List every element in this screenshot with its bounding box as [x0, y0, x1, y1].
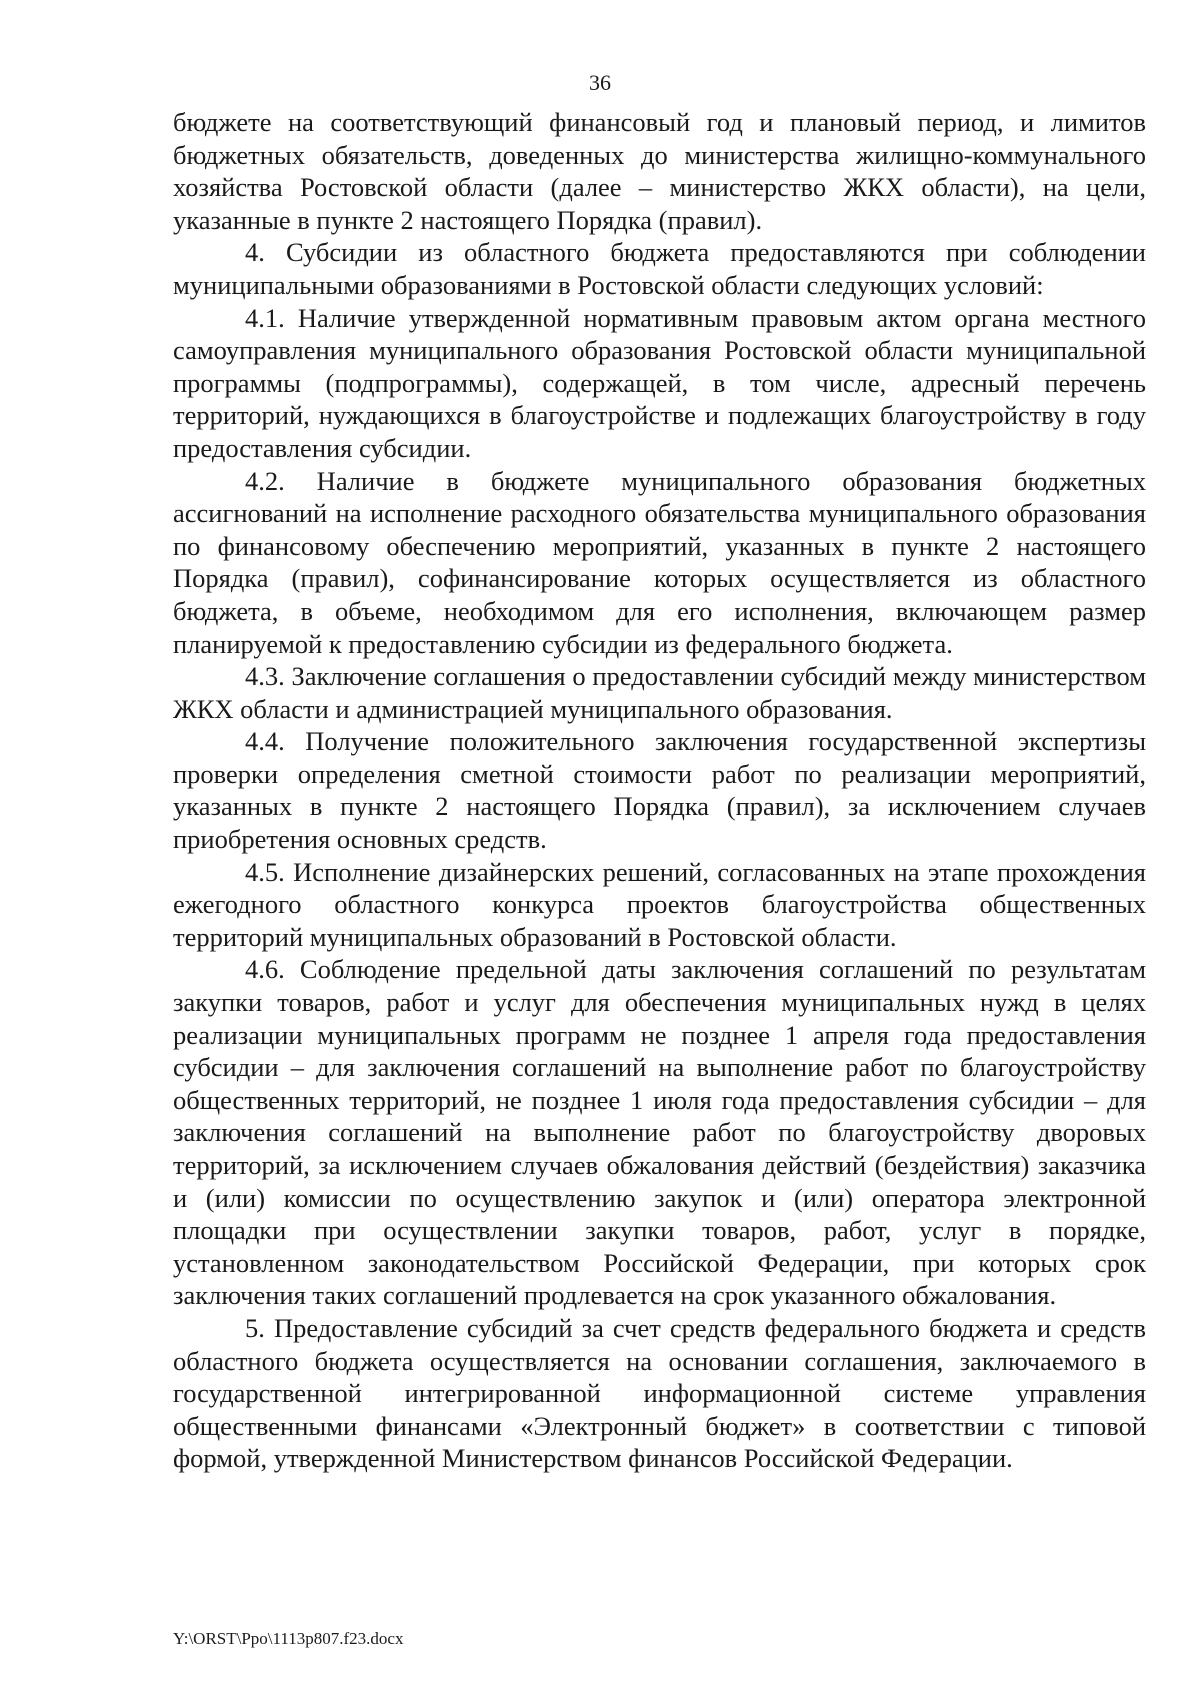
paragraph-item-4-1: 4.1. Наличие утвержденной нормативным правовым актом органа местного самоуправления муниципального образования Ростовской области муниципальной программы (подпрограммы), содержащей, в том числе, адресный перечень территорий, нуждающихся в благоустройстве и подлежащих благоустройству в году предоставления субсидии.: [173, 302, 1146, 463]
page-number: 36: [589, 70, 611, 95]
paragraph-budget-continuation: бюджете на соответствующий финансовый год и плановый период, и лимитов бюджетных обязательств, доведенных до министерства жилищно-коммунального хозяйства Ростовской области (далее – министерство ЖКХ области), на цели, указанные в пункте 2 настоящего Порядка (правил).: [173, 107, 1146, 235]
footer-file-path: Y:\ORST\Ppo\1113p807.f23.docx: [173, 1629, 404, 1648]
paragraph-item-4-5: 4.5. Исполнение дизайнерских решений, согласованных на этапе прохождения ежегодного областного конкурса проектов благоустройства общественных территорий муниципальных образований в Ростовской области.: [173, 856, 1146, 952]
document-body: [173, 106, 1146, 1475]
paragraph-item-4: 4. Субсидии из областного бюджета предоставляются при соблюдении муниципальными образованиями в Ростовской области следующих условий:: [173, 237, 1146, 300]
paragraph-item-4-2: 4.2. Наличие в бюджете муниципального образования бюджетных ассигнований на исполнение расходного обязательства муниципального образования по финансовому обеспечению мероприятий, указанных в пункте 2 настоящего Порядка (правил), софинансирование которых осуществляется из областного бюджета, в объеме, необходимом для его исполнения, включающем размер планируемой к предоставлению субсидии из федерального бюджета.: [173, 465, 1146, 659]
paragraph-item-4-6: 4.6. Соблюдение предельной даты заключения соглашений по результатам закупки товаров, работ и услуг для обеспечения муниципальных нужд в целях реализации муниципальных программ не позднее 1 апреля года предоставления субсидии – для заключения соглашений на выполнение работ по благоустройству общественных территорий, не позднее 1 июля года предоставления субсидии – для заключения соглашений на выполнение работ по благоустройству дворовых территорий, за исключением случаев обжалования действий (бездействия) заказчика и (или) комиссии по осуществлению закупок и (или) оператора электронной площадки при осуществлении закупки товаров, работ, услуг в порядке, установленном законодательством Российской Федерации, при которых срок заключения таких соглашений продлевается на срок указанного обжалования.: [173, 954, 1146, 1311]
paragraph-item-4-3: 4.3. Заключение соглашения о предоставлении субсидий между министерством ЖКХ области и администрацией муниципального образования.: [173, 661, 1146, 724]
paragraph-item-5: 5. Предоставление субсидий за счет средств федерального бюджета и средств областного бюджета осуществляется на основании соглашения, заключаемого в государственной интегрированной информационной системе управления общественными финансами «Электронный бюджет» в соответствии с типовой формой, утвержденной Министерством финансов Российской Федерации.: [173, 1312, 1146, 1474]
paragraph-item-4-4: 4.4. Получение положительного заключения государственной экспертизы проверки определения сметной стоимости работ по реализации мероприятий, указанных в пункте 2 настоящего Порядка (правил), за исключением случаев приобретения основных средств.: [173, 726, 1146, 855]
